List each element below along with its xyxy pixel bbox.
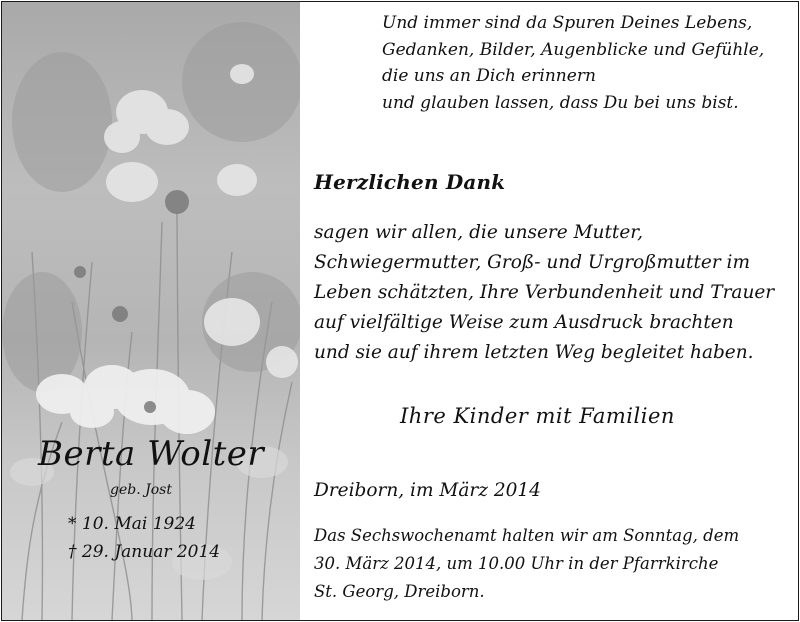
poem: [382, 10, 764, 116]
deceased-name: Berta Wolter: [38, 434, 265, 474]
birth-date: * 10. Mai 1924: [68, 514, 196, 534]
flower-meadow-photo: [2, 2, 300, 620]
mass-notice: [314, 522, 739, 606]
thanks-text: [314, 218, 774, 368]
poem-line: die uns an Dich erinnern: [382, 66, 596, 86]
thanks-line: auf vielfältige Weise zum Ausdruck brachten: [314, 312, 734, 333]
obituary-card: [1, 1, 799, 621]
maiden-name: geb. Jost: [110, 482, 172, 498]
poem-line: Und immer sind da Spuren Deines Lebens,: [382, 13, 753, 33]
thanks-heading: Herzlichen Dank: [314, 170, 506, 194]
poem-line: Gedanken, Bilder, Augenblicke und Gefühle,: [382, 39, 765, 60]
death-date: † 29. Januar 2014: [68, 542, 221, 562]
signature: Ihre Kinder mit Familien: [400, 404, 675, 428]
place-date: Dreiborn, im März 2014: [314, 480, 541, 501]
notice-line: 30. März 2014, um 10.00 Uhr in der Pfarrkirche: [314, 554, 719, 573]
notice-line: St. Georg, Dreiborn.: [314, 582, 485, 601]
thanks-line: Leben schätzten, Ihre Verbundenheit und Trauer: [314, 282, 775, 303]
thanks-line: Schwiegermutter, Groß- und Urgroßmutter im: [314, 252, 751, 273]
notice-line: Das Sechswochenamt halten wir am Sonntag, dem: [314, 526, 740, 545]
poem-line: und glauben lassen, dass Du bei uns bist.: [382, 92, 739, 113]
thanks-line: sagen wir allen, die unsere Mutter,: [314, 222, 643, 243]
thanks-line: und sie auf ihrem letzten Weg begleitet haben.: [314, 342, 754, 363]
